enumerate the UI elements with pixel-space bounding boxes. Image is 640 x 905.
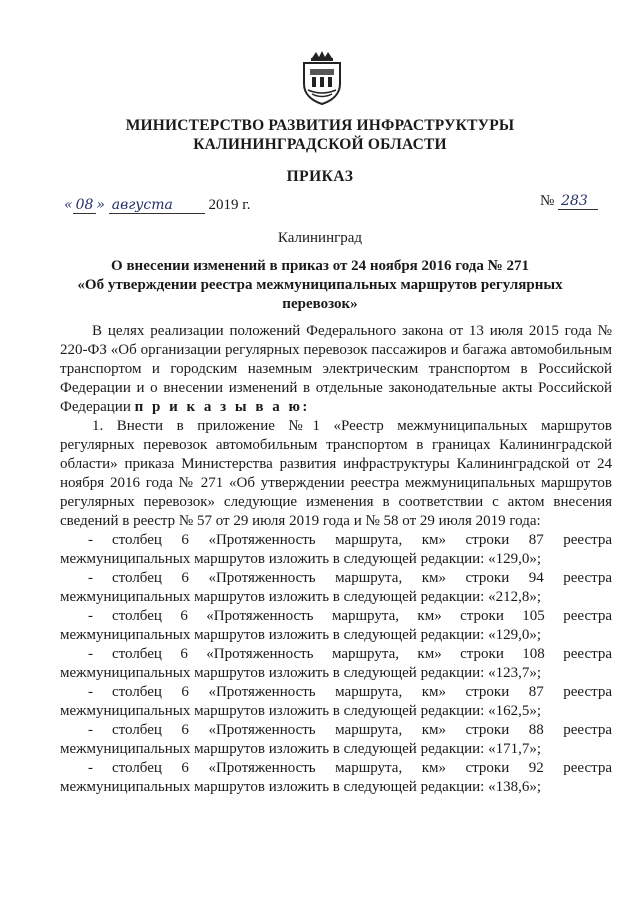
subject-line-2: «Об утверждении реестра межмуниципальных маршрутов регулярных bbox=[77, 277, 563, 293]
change-item-head: - столбец 6 «Протяженность маршрута, км» строки 87 реестра bbox=[88, 684, 612, 700]
change-item bbox=[60, 645, 612, 683]
change-item bbox=[60, 569, 612, 607]
change-dash: - bbox=[88, 608, 93, 624]
date-day: 08 bbox=[73, 197, 97, 214]
date-close-quote: » bbox=[96, 197, 105, 213]
change-item bbox=[60, 607, 612, 645]
item-1-paragraph: 1. Внести в приложение №1 «Реестр межмуниципальных маршрутов регулярных перевозок автомобильным транспортом в границах Калининградской области» приказа Министерства развития инфраструктуры Калининградской от 24 ноября 2016 года № 271 «Об утверждении реестра межмуниципальных маршрутов регулярных перевозок» следующие изменения в соответствии с актом внесения сведений в реестр № 57 от 29 июля 2019 года и № 58 от 29 июля 2019 года: bbox=[60, 418, 612, 529]
preamble-text: В целях реализации положений Федерального закона от 13 июля 2015 года № 220-ФЗ «Об организации регулярных перевозок пассажиров и багажа автомобильным транспортом и городским наземным электрическим транспортом в Российской Федерации и о внесении изменений в отдельные законодательные акты Российской Федерации bbox=[60, 323, 612, 415]
subject-line-3: перевозок» bbox=[282, 296, 358, 312]
coat-of-arms-icon bbox=[298, 48, 346, 106]
city-name: Калининград bbox=[277, 230, 363, 246]
ministry-line-1: МИНИСТЕРСТВО РАЗВИТИЯ ИНФРАСТРУКТУРЫ bbox=[125, 117, 515, 134]
change-item bbox=[60, 759, 612, 797]
number-label: № bbox=[540, 193, 555, 209]
date-month: августа bbox=[109, 197, 205, 214]
change-dash: - bbox=[88, 570, 93, 586]
order-date bbox=[64, 197, 250, 214]
change-item-head: - столбец 6 «Протяженность маршрута, км» строки 88 реестра bbox=[88, 722, 612, 738]
date-open-quote: « bbox=[64, 197, 73, 213]
change-item bbox=[60, 531, 612, 569]
subject-line-1: О внесении изменений в приказ от 24 ноября 2016 года № 271 bbox=[111, 258, 529, 274]
change-item bbox=[60, 721, 612, 759]
change-item-tail: межмуниципальных маршрутов изложить в следующей редакции: «171,7»; bbox=[60, 741, 542, 757]
change-item-tail: межмуниципальных маршрутов изложить в следующей редакции: «162,5»; bbox=[60, 703, 542, 719]
change-dash: - bbox=[88, 532, 93, 548]
change-dash: - bbox=[88, 760, 93, 776]
change-item-tail: межмуниципальных маршрутов изложить в следующей редакции: «138,6»; bbox=[60, 779, 542, 795]
change-dash: - bbox=[88, 722, 93, 738]
order-number bbox=[540, 193, 598, 210]
change-item-head: - столбец 6 «Протяженность маршрута, км» строки 108 реестра bbox=[88, 646, 612, 662]
change-item-tail: межмуниципальных маршрутов изложить в следующей редакции: «129,0»; bbox=[60, 627, 542, 643]
change-item-head: - столбец 6 «Протяженность маршрута, км» строки 105 реестра bbox=[88, 608, 612, 624]
change-item bbox=[60, 683, 612, 721]
preamble-emphasis: п р и к а з ы в а ю: bbox=[134, 399, 310, 415]
document-body bbox=[60, 322, 612, 797]
date-year: 2019 г. bbox=[208, 197, 251, 213]
change-item-head: - столбец 6 «Протяженность маршрута, км» строки 92 реестра bbox=[88, 760, 612, 776]
change-item-head: - столбец 6 «Протяженность маршрута, км» строки 94 реестра bbox=[88, 570, 612, 586]
change-dash: - bbox=[88, 646, 93, 662]
change-item-tail: межмуниципальных маршрутов изложить в следующей редакции: «129,0»; bbox=[60, 551, 542, 567]
change-item-tail: межмуниципальных маршрутов изложить в следующей редакции: «123,7»; bbox=[60, 665, 542, 681]
change-item-tail: межмуниципальных маршрутов изложить в следующей редакции: «212,8»; bbox=[60, 589, 542, 605]
preamble-paragraph bbox=[60, 322, 612, 417]
ministry-line-2: КАЛИНИНГРАДСКОЙ ОБЛАСТИ bbox=[193, 136, 447, 153]
order-subject bbox=[60, 257, 580, 314]
number-value: 283 bbox=[558, 193, 598, 210]
change-item-head: - столбец 6 «Протяженность маршрута, км» строки 87 реестра bbox=[88, 532, 612, 548]
ministry-name bbox=[0, 116, 640, 154]
change-dash: - bbox=[88, 684, 93, 700]
document-type-heading: ПРИКАЗ bbox=[286, 168, 354, 185]
